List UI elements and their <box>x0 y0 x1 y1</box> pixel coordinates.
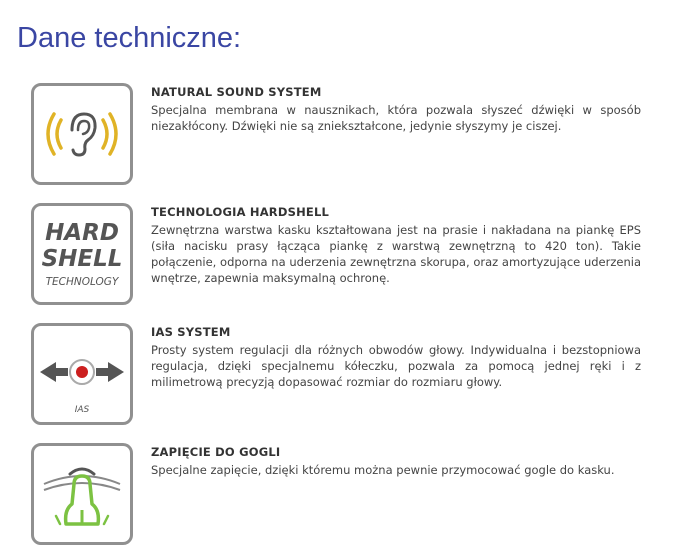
feature-description: Specjalna membrana w nausznikach, która pozwala słyszeć dźwięki w sposób niezakłócony. Dźwięki nie są zniekształcone, jedynie słyszymy je ciszej. <box>151 103 641 133</box>
ear-sound-icon <box>31 83 133 185</box>
feature-description: Zewnętrzna warstwa kasku kształtowana jest na prasie i nakładana na piankę EPS (siła nacisku prasy łącząca piankę z warstwą zewnętrzną to 420 ton). Takie połączenie, odporna na uderzenia zewnętrzna skorupa, oraz amortyzujące uderzenia wnętrze, zapewnia maksymalną ochronę. <box>151 223 641 285</box>
feature-hardshell <box>31 203 671 303</box>
hardshell-line1: HARD <box>45 220 119 246</box>
feature-title: NATURAL SOUND SYSTEM <box>151 85 322 99</box>
ias-adjust-icon <box>31 323 133 425</box>
feature-title: ZAPIĘCIE DO GOGLI <box>151 445 281 459</box>
page-title: Dane techniczne: <box>17 22 242 54</box>
feature-description: Prosty system regulacji dla różnych obwodów głowy. Indywidualna i bezstopniowa regulacja, dzięki specjalnemu kółeczku, pozwala za pomocą jednej ręki i z milimetrową precyzją dopasować rozmiar do rozmiaru głowy. <box>151 343 641 389</box>
feature-ias-system <box>31 323 671 423</box>
hardshell-logo-icon <box>31 203 133 305</box>
feature-description: Specjalne zapięcie, dzięki któremu można pewnie przymocować gogle do kasku. <box>151 463 615 477</box>
feature-title: TECHNOLOGIA HARDSHELL <box>151 205 330 219</box>
ias-label: IAS <box>74 405 90 415</box>
goggle-clip-icon <box>31 443 133 545</box>
hardshell-line3: TECHNOLOGY <box>45 276 119 288</box>
feature-natural-sound <box>31 83 671 183</box>
hardshell-line2: SHELL <box>41 246 123 272</box>
feature-title: IAS SYSTEM <box>151 325 231 339</box>
feature-goggle-clip <box>31 443 671 543</box>
